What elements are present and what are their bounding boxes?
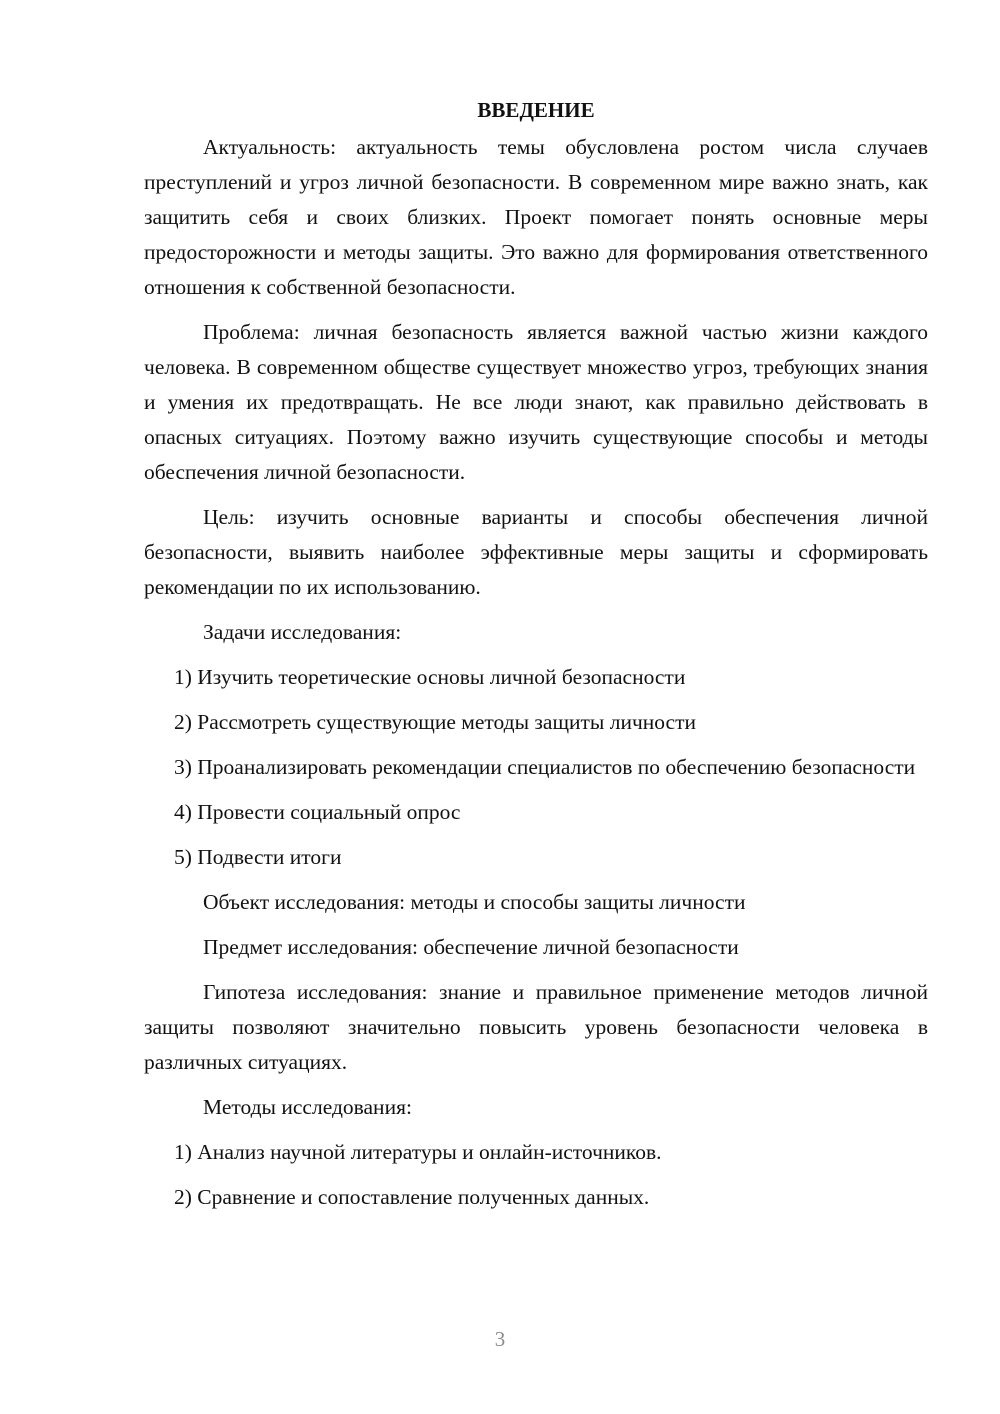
page-number: 3 xyxy=(494,1327,506,1351)
method-item-2: 2) Сравнение и сопоставление полученных данных. xyxy=(174,1185,650,1209)
method-item-1: 1) Анализ научной литературы и онлайн-источников. xyxy=(174,1140,662,1164)
research-object: Объект исследования: методы и способы защиты личности xyxy=(203,890,746,914)
tasks-heading: Задачи исследования: xyxy=(203,620,402,644)
task-item-5: 5) Подвести итоги xyxy=(174,845,342,869)
goal-paragraph: Цель: изучить основные варианты и способы обеспечения личной безопасности, выявить наиболее эффективные меры защиты и сформировать рекомендации по их использованию. xyxy=(144,505,928,599)
task-item-4: 4) Провести социальный опрос xyxy=(174,800,461,824)
research-subject: Предмет исследования: обеспечение личной безопасности xyxy=(203,935,739,959)
problem-paragraph: Проблема: личная безопасность является важной частью жизни каждого человека. В современном обществе существует множество угроз, требующих знания и умения их предотвращать. Не все люди знают, как правильно действовать в опасных ситуациях. Поэтому важно изучить существующие способы и методы обеспечения личной безопасности. xyxy=(144,320,928,484)
task-item-1: 1) Изучить теоретические основы личной безопасности xyxy=(174,665,686,689)
page-content xyxy=(144,92,928,1225)
page-title: ВВЕДЕНИЕ xyxy=(477,98,595,122)
relevance-paragraph: Актуальность: актуальность темы обусловлена ростом числа случаев преступлений и угроз личной безопасности. В современном мире важно знать, как защитить себя и своих близких. Проект помогает понять основные меры предосторожности и методы защиты. Это важно для формирования ответственного отношения к собственной безопасности. xyxy=(144,135,928,299)
hypothesis-paragraph: Гипотеза исследования: знание и правильное применение методов личной защиты позволяют значительно повысить уровень безопасности человека в различных ситуациях. xyxy=(144,980,928,1074)
task-item-3: 3) Проанализировать рекомендации специалистов по обеспечению безопасности xyxy=(174,755,916,779)
methods-heading: Методы исследования: xyxy=(203,1095,412,1119)
task-item-2: 2) Рассмотреть существующие методы защиты личности xyxy=(174,710,697,734)
